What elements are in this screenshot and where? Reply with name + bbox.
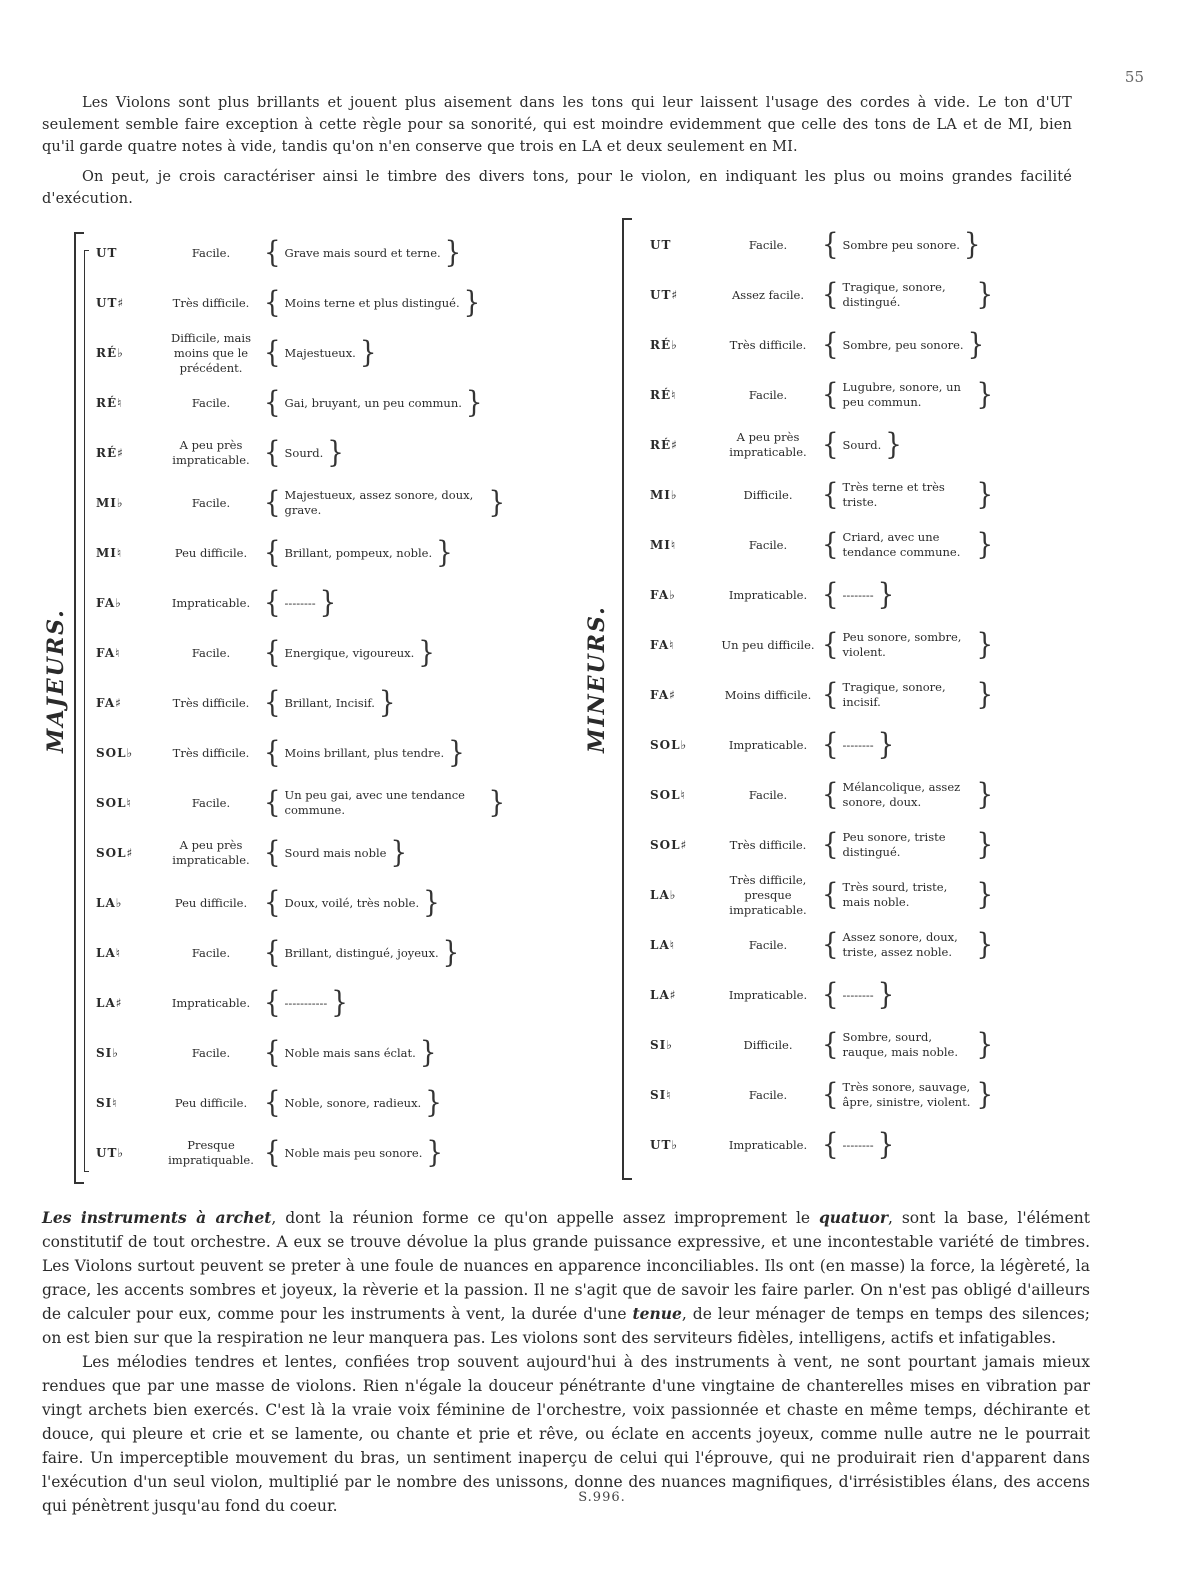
majeurs-row <box>96 928 516 978</box>
intro-paragraph-2: On peut, je crois caractériser ainsi le timbre des divers tons, pour le violon, en indiquant les plus ou moins grandes facilité d'exécution. <box>42 169 1072 207</box>
timbre-group <box>264 635 435 671</box>
bottom-paragraph-1 <box>42 1206 1090 1350</box>
brace-right: } <box>331 985 348 1021</box>
brace-right: } <box>877 977 895 1013</box>
difficulty-label: Peu difficile. <box>174 1095 248 1110</box>
tone-label: RÉ♭ <box>650 337 678 352</box>
difficulty-label: Difficile. <box>743 1037 793 1052</box>
brace-left: { <box>264 235 281 271</box>
difficulty-label: Facile. <box>748 237 788 252</box>
tone-label: RÉ♮ <box>96 395 123 410</box>
brace-left: { <box>822 1127 839 1163</box>
italic-tenue: tenue <box>632 1304 682 1323</box>
brace-left: { <box>822 477 839 513</box>
tone-label: UT♯ <box>96 295 125 310</box>
majeurs-row <box>96 1078 516 1128</box>
difficulty-label: Assez facile. <box>732 287 804 302</box>
timbre-group <box>264 1085 442 1121</box>
timbre-text: Majestueux. <box>284 345 356 360</box>
tone-label: LA♯ <box>96 995 123 1010</box>
brace-left: { <box>264 285 281 321</box>
brace-left: { <box>822 327 839 363</box>
timbre-group <box>264 1035 437 1071</box>
brace-left: { <box>264 985 281 1021</box>
timbre-text: Très terne et très triste. <box>842 480 945 509</box>
difficulty-label: Presque impratiquable. <box>168 1138 254 1167</box>
brace-right: } <box>359 335 377 371</box>
difficulty-label: Impraticable. <box>171 595 251 610</box>
majeurs-row <box>96 228 516 278</box>
timbre-group <box>822 527 994 563</box>
brace-right: } <box>463 285 481 321</box>
timbre-text: Sombre peu sonore. <box>842 237 960 252</box>
mineurs-bracket <box>622 218 632 1180</box>
mineurs-row <box>650 570 1030 620</box>
timbre-text: Majestueux, assez sonore, doux, grave. <box>284 488 474 517</box>
timbre-group <box>264 485 506 521</box>
difficulty-label: Très difficile. <box>172 695 250 710</box>
difficulty-label: Facile. <box>748 387 788 402</box>
timbre-text: Gai, bruyant, un peu commun. <box>284 395 462 410</box>
timbre-text: Très sourd, triste, mais noble. <box>842 880 948 909</box>
timbre-text: Grave mais sourd et terne. <box>284 245 441 260</box>
tone-label: UT <box>650 237 672 252</box>
timbre-text: -------- <box>842 587 874 602</box>
timbre-group <box>264 785 506 821</box>
majeurs-row <box>96 1028 516 1078</box>
mineurs-row <box>650 520 1030 570</box>
brace-right: } <box>488 785 506 821</box>
brace-left: { <box>264 685 281 721</box>
tone-label: MI♮ <box>650 537 677 552</box>
brace-left: { <box>264 935 281 971</box>
brace-right: } <box>390 835 407 871</box>
brace-left: { <box>822 577 839 613</box>
brace-left: { <box>822 977 839 1013</box>
majeurs-row <box>96 478 516 528</box>
difficulty-label: Facile. <box>191 1045 231 1060</box>
tone-label: SOL♭ <box>650 737 688 752</box>
timbre-group <box>822 327 985 363</box>
brace-right: } <box>418 635 435 671</box>
difficulty-label: Difficile, mais moins que le précédent. <box>170 330 251 375</box>
mineurs-row <box>650 1120 1030 1170</box>
brace-left: { <box>264 585 281 621</box>
timbre-group <box>822 427 902 463</box>
timbre-text: -------- <box>842 1137 874 1152</box>
tone-label: FA♮ <box>650 637 675 652</box>
mineurs-row <box>650 470 1030 520</box>
mineurs-row <box>650 720 1030 770</box>
brace-left: { <box>822 677 839 713</box>
timbre-group <box>264 385 483 421</box>
brace-left: { <box>264 335 281 371</box>
section-label-mineurs: MINEURS. <box>584 605 610 753</box>
majeurs-row <box>96 678 516 728</box>
brace-left: { <box>264 435 281 471</box>
tone-label: FA♯ <box>96 695 122 710</box>
majeurs-row <box>96 778 516 828</box>
tone-label: FA♭ <box>96 595 122 610</box>
mineurs-row <box>650 1070 1030 1120</box>
brace-left: { <box>264 485 281 521</box>
timbre-group <box>264 235 462 271</box>
difficulty-label: Impraticable. <box>728 737 808 752</box>
tone-label: MI♭ <box>650 487 678 502</box>
mineurs-row <box>650 870 1030 920</box>
tone-label: FA♯ <box>650 687 676 702</box>
tone-label: RÉ♭ <box>96 345 124 360</box>
timbre-group <box>822 277 994 313</box>
timbre-text: Mélancolique, assez sonore, doux. <box>842 780 961 809</box>
difficulty-label: Facile. <box>191 645 231 660</box>
timbre-group <box>264 435 344 471</box>
majeurs-row <box>96 978 516 1028</box>
bottom-paragraph-2: Les mélodies tendres et lentes, confiées trop souvent aujourd'hui à des instruments à vent, ne sont pourtant jamais mieux rendues que par une masse de violons. Rien n'égale la douceur pénétrante d'une vingtaine de chanterelles mises en vibration par vingt archets bien exercés. C'est là la vraie voix féminine de l'orchestre, voix passionnée et chaste en même temps, déchirante et douce, qui pleure et crie et se lamente, ou chante et prie et rêve, ou éclate en accents joyeux, comme nulle autre ne le pourrait faire. Un imperceptible mouvement du bras, un sentiment inaperçu de celui qui l'éprouve, qui ne produirait rien d'apparent dans l'exécution d'un seul violon, multiplié par le nombre des unissons, donne des nuances magnifiques, d'irrésistibles élans, des accens qui pénètrent jusqu'au fond du coeur. <box>42 1353 1090 1515</box>
tone-label: SOL♮ <box>650 787 686 802</box>
timbre-text: Tragique, sonore, incisif. <box>842 680 946 709</box>
timbre-group <box>822 1027 994 1063</box>
majeurs-row <box>96 1128 516 1178</box>
majeurs-row <box>96 378 516 428</box>
timbre-text: Brillant, distingué, joyeux. <box>284 945 439 960</box>
difficulty-label: Facile. <box>191 945 231 960</box>
timbre-group <box>822 727 895 763</box>
brace-left: { <box>822 277 839 313</box>
tone-label: SI♭ <box>650 1037 673 1052</box>
timbre-text: Sourd. <box>284 445 324 460</box>
difficulty-label: Facile. <box>748 1087 788 1102</box>
majeurs-bracket <box>74 232 84 1184</box>
timbre-text: Moins terne et plus distingué. <box>284 295 460 310</box>
tone-label: MI♭ <box>96 495 124 510</box>
difficulty-label: A peu près impraticable. <box>172 838 250 867</box>
timbre-group <box>264 1135 443 1171</box>
mineurs-row <box>650 420 1030 470</box>
brace-left: { <box>264 785 281 821</box>
mineurs-row <box>650 270 1030 320</box>
brace-left: { <box>264 885 281 921</box>
footer-code: S.996. <box>578 1490 626 1505</box>
timbre-group <box>822 627 994 663</box>
brace-right: } <box>976 1027 994 1063</box>
brace-right: } <box>976 677 994 713</box>
majeurs-table <box>96 228 516 1188</box>
majeurs-row <box>96 328 516 378</box>
tone-label: UT♭ <box>96 1145 125 1160</box>
text-a: , dont la réunion forme ce qu'on appelle assez improprement le <box>271 1209 819 1227</box>
brace-right: } <box>465 385 483 421</box>
tone-label: SOL♯ <box>96 845 134 860</box>
brace-left: { <box>822 777 839 813</box>
timbre-group <box>264 285 481 321</box>
timbre-text: Criard, avec une tendance commune. <box>842 530 961 559</box>
timbre-group <box>822 927 994 963</box>
timbre-group <box>822 877 994 913</box>
difficulty-label: Très difficile. <box>729 837 807 852</box>
majeurs-bracket-inner <box>84 250 89 1172</box>
brace-right: } <box>976 477 994 513</box>
timbre-text: -------- <box>284 595 316 610</box>
timbre-group <box>264 735 465 771</box>
mineurs-row <box>650 970 1030 1020</box>
brace-right: } <box>877 727 895 763</box>
brace-left: { <box>822 627 839 663</box>
difficulty-label: Facile. <box>191 395 231 410</box>
tone-label: RÉ♮ <box>650 387 677 402</box>
tone-label: RÉ♯ <box>96 445 124 460</box>
brace-right: } <box>423 885 440 921</box>
timbre-text: Noble mais peu sonore. <box>284 1145 423 1160</box>
text-c: , de leur ménager de temps en temps des silences; on est bien sur que la respiration ne leur manquera pas. Les violons sont des serviteurs fidèles, intelligens, actifs et infatigables. <box>42 1305 1090 1347</box>
difficulty-label: Difficile. <box>743 487 793 502</box>
tone-label: FA♭ <box>650 587 676 602</box>
brace-left: { <box>264 385 281 421</box>
brace-left: { <box>822 877 839 913</box>
brace-right: } <box>444 235 462 271</box>
difficulty-label: Facile. <box>748 937 788 952</box>
difficulty-label: Facile. <box>748 537 788 552</box>
timbre-group <box>822 377 994 413</box>
majeurs-row <box>96 278 516 328</box>
brace-right: } <box>327 435 344 471</box>
mineurs-row <box>650 370 1030 420</box>
brace-right: } <box>967 327 985 363</box>
difficulty-label: Très difficile, presque impraticable. <box>729 872 807 917</box>
timbre-group <box>264 935 460 971</box>
difficulty-label: Facile. <box>191 495 231 510</box>
brace-right: } <box>976 1077 994 1113</box>
difficulty-label: A peu près impraticable. <box>729 430 807 459</box>
timbre-text: Energique, vigoureux. <box>284 645 415 660</box>
brace-right: } <box>976 777 994 813</box>
brace-right: } <box>976 927 994 963</box>
page-number: 55 <box>1124 68 1144 86</box>
tone-label: SOL♮ <box>96 795 132 810</box>
tone-label: UT♯ <box>650 287 679 302</box>
timbre-text: Noble mais sans éclat. <box>284 1045 416 1060</box>
tone-label: LA♯ <box>650 987 677 1002</box>
timbre-text: Brillant, pompeux, noble. <box>284 545 433 560</box>
brace-left: { <box>822 727 839 763</box>
mineurs-row <box>650 220 1030 270</box>
brace-right: } <box>425 1085 442 1121</box>
brace-right: } <box>976 377 994 413</box>
timbre-group <box>822 227 981 263</box>
timbre-text: Assez sonore, doux, triste, assez noble. <box>842 930 958 959</box>
mineurs-row <box>650 670 1030 720</box>
timbre-text: Tragique, sonore, distingué. <box>842 280 946 309</box>
tone-label: LA♭ <box>650 887 677 902</box>
timbre-text: Moins brillant, plus tendre. <box>284 745 445 760</box>
difficulty-label: Peu difficile. <box>174 895 248 910</box>
timbre-text: Lugubre, sonore, un peu commun. <box>842 380 961 409</box>
timbre-group <box>264 885 440 921</box>
brace-right: } <box>877 1127 895 1163</box>
brace-right: } <box>378 685 396 721</box>
brace-right: } <box>976 627 994 663</box>
timbre-text: Doux, voilé, très noble. <box>284 895 420 910</box>
difficulty-label: Impraticable. <box>728 1137 808 1152</box>
brace-right: } <box>448 735 465 771</box>
mineurs-row <box>650 620 1030 670</box>
tone-label: MI♮ <box>96 545 123 560</box>
mineurs-row <box>650 920 1030 970</box>
timbre-group <box>264 685 396 721</box>
brace-right: } <box>488 485 506 521</box>
brace-left: { <box>264 635 281 671</box>
tone-label: UT♭ <box>650 1137 679 1152</box>
mineurs-row <box>650 820 1030 870</box>
timbre-text: Peu sonore, triste distingué. <box>842 830 946 859</box>
timbre-text: ----------- <box>284 995 328 1010</box>
section-label-majeurs: MAJEURS. <box>43 608 69 753</box>
italic-quatuor: quatuor <box>818 1208 889 1227</box>
brace-left: { <box>264 735 281 771</box>
brace-right: } <box>426 1135 443 1171</box>
tone-label: SI♮ <box>96 1095 118 1110</box>
timbre-group <box>264 985 348 1021</box>
majeurs-row <box>96 528 516 578</box>
brace-left: { <box>264 1135 281 1171</box>
timbre-text: Sombre, sourd, rauque, mais noble. <box>842 1030 959 1059</box>
brace-left: { <box>264 1085 281 1121</box>
difficulty-label: Un peu difficile. <box>721 637 815 652</box>
timbre-group <box>264 335 377 371</box>
difficulty-label: Impraticable. <box>728 987 808 1002</box>
timbre-group <box>822 577 895 613</box>
brace-right: } <box>885 427 902 463</box>
difficulty-label: Très difficile. <box>729 337 807 352</box>
tone-label: SI♮ <box>650 1087 672 1102</box>
brace-right: } <box>976 827 994 863</box>
difficulty-label: Moins difficile. <box>724 687 812 702</box>
timbre-group <box>264 535 453 571</box>
brace-left: { <box>822 1027 839 1063</box>
tone-label: LA♮ <box>96 945 122 960</box>
difficulty-label: Impraticable. <box>728 587 808 602</box>
difficulty-label: A peu près impraticable. <box>172 438 250 467</box>
brace-left: { <box>822 427 839 463</box>
timbre-group <box>822 827 994 863</box>
mineurs-table <box>650 220 1030 1180</box>
brace-left: { <box>822 527 839 563</box>
brace-left: { <box>822 377 839 413</box>
brace-right: } <box>976 527 994 563</box>
brace-left: { <box>264 835 281 871</box>
tone-label: SOL♯ <box>650 837 688 852</box>
brace-left: { <box>822 1077 839 1113</box>
brace-right: } <box>963 227 981 263</box>
majeurs-row <box>96 728 516 778</box>
tone-label: FA♮ <box>96 645 121 660</box>
difficulty-label: Très difficile. <box>172 745 250 760</box>
majeurs-row <box>96 628 516 678</box>
tone-label: RÉ♯ <box>650 437 678 452</box>
brace-left: { <box>822 927 839 963</box>
timbre-text: Brillant, Incisif. <box>284 695 375 710</box>
timbre-text: Très sonore, sauvage, âpre, sinistre, violent. <box>842 1080 971 1109</box>
mineurs-row <box>650 320 1030 370</box>
timbre-text: -------- <box>842 737 874 752</box>
tone-label: UT <box>96 245 118 260</box>
timbre-text: Sourd. <box>842 437 882 452</box>
timbre-group <box>822 677 994 713</box>
tone-label: SOL♭ <box>96 745 134 760</box>
difficulty-label: Facile. <box>748 787 788 802</box>
difficulty-label: Facile. <box>191 795 231 810</box>
brace-right: } <box>419 1035 437 1071</box>
brace-right: } <box>436 535 453 571</box>
brace-left: { <box>264 535 281 571</box>
brace-right: } <box>319 585 337 621</box>
lead-italic: Les instruments à archet <box>42 1208 272 1227</box>
majeurs-row <box>96 878 516 928</box>
majeurs-row <box>96 428 516 478</box>
brace-left: { <box>264 1035 281 1071</box>
timbre-group <box>822 1077 994 1113</box>
tone-label: LA♮ <box>650 937 676 952</box>
timbre-text: Sourd mais noble <box>284 845 387 860</box>
majeurs-row <box>96 578 516 628</box>
majeurs-row <box>96 828 516 878</box>
tone-label: LA♭ <box>96 895 123 910</box>
timbre-group <box>822 777 994 813</box>
timbre-text: Noble, sonore, radieux. <box>284 1095 422 1110</box>
difficulty-label: Impraticable. <box>171 995 251 1010</box>
timbre-group <box>822 477 994 513</box>
timbre-text: Sombre, peu sonore. <box>842 337 964 352</box>
brace-right: } <box>877 577 895 613</box>
difficulty-label: Peu difficile. <box>174 545 248 560</box>
timbre-group <box>822 977 895 1013</box>
timbre-text: Un peu gai, avec une tendance commune. <box>284 788 465 817</box>
brace-right: } <box>976 877 994 913</box>
timbre-text: Peu sonore, sombre, violent. <box>842 630 962 659</box>
tone-label: SI♭ <box>96 1045 119 1060</box>
difficulty-label: Très difficile. <box>172 295 250 310</box>
timbre-group <box>264 585 337 621</box>
brace-left: { <box>822 827 839 863</box>
mineurs-row <box>650 770 1030 820</box>
timbre-group <box>264 835 407 871</box>
timbre-text: -------- <box>842 987 874 1002</box>
brace-right: } <box>976 277 994 313</box>
brace-right: } <box>442 935 460 971</box>
mineurs-row <box>650 1020 1030 1070</box>
intro-paragraph-1: Les Violons sont plus brillants et jouent plus aisement dans les tons qui leur laissent l'usage des cordes à vide. Le ton d'UT seulement semble faire exception à cette règle pour sa sonorité, qui est moindre evidemment que celle des tons de LA et de MI, bien qu'il garde quatre notes à vide, tandis qu'on n'en conserve que trois en LA et deux seulement en MI. <box>42 95 1072 155</box>
difficulty-label: Facile. <box>191 245 231 260</box>
brace-left: { <box>822 227 839 263</box>
body-text <box>42 1206 1090 1518</box>
text-b: , sont la base, l'élément constitutif de tout orchestre. A eux se trouve dévolue la plus grande puissance expressive, et une incontestable variété de timbres. Les Violons surtout peuvent se preter à une foule de nuances en apparence inconciliables. Ils ont (en masse) la force, la légèreté, la grace, les accents sombres et joyeux, la rèverie et la passion. Il ne s'agit que de savoir les faire parler. On n'est pas obligé d'ailleurs de calculer pour eux, comme pour les instruments à vent, la durée d'une <box>42 1209 1090 1323</box>
timbre-group <box>822 1127 895 1163</box>
